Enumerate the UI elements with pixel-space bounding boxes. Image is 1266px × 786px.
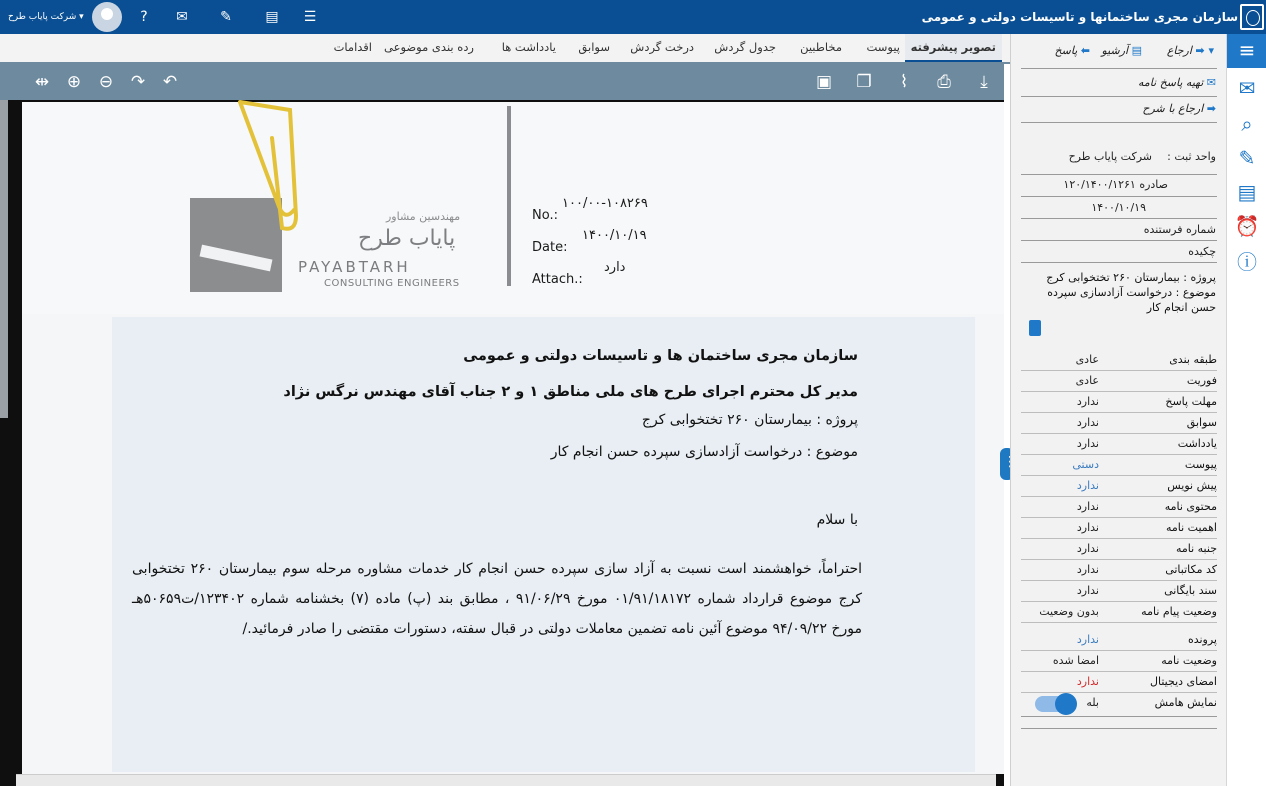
field-archive-doc: سند بایگانی ندارد — [1021, 581, 1217, 602]
recipient-org: سازمان مجری ساختمان ها و تاسیسات دولتی و عمومی — [463, 348, 858, 364]
recipient: مدیر کل محترم اجرای طرح های ملی مناطق ۱ و ۲ جناب آقای مهندس نرگس نژاد — [283, 384, 858, 400]
archive-icon: ▤ — [1131, 44, 1142, 57]
field-show-margin: نمایش هامش بله — [1086, 696, 1217, 709]
show-margin-toggle[interactable] — [1035, 696, 1075, 712]
attach-icon[interactable]: ⌇ — [899, 72, 909, 92]
letter-date: ۱۴۰۰/۱۰/۱۹ — [582, 228, 647, 243]
forward-with-note-button[interactable]: ➡ ارجاع با شرح — [1142, 102, 1216, 115]
user-name: شرکت پایاب طرح — [8, 12, 77, 22]
new-letter-icon[interactable]: ✉ — [1238, 76, 1256, 100]
scan-icon[interactable]: ▣ — [815, 72, 833, 92]
letter-body: احتراماً، خواهشمند است نسبت به آزاد سازی سپرده حسن انجام کار خدمات مشاوره مرحله سوم بیمارستان ۲۶۰ تختخوابی کرج موضوع قرارداد شماره ۰۱/۹۱/۱۸۱۷۲ مورخ ۹۱/۰۶/۲۹ ، مطابق بند (پ) ماده (۷) بخشنامه شماره ۱۲۳۴۰۲/ت۵۰۶۵۹هـ مورخ ۹۴/۰۹/۲۲ موضوع آئین نامه تضمین معاملات دولتی در قبال سفته، دستورات مقتضی را صادر فرمائید./ — [132, 561, 863, 637]
field-note: یادداشت ندارد — [1021, 434, 1217, 455]
attach-label: Attach.: — [532, 272, 583, 287]
tab-actions[interactable]: اقدامات — [333, 40, 372, 54]
field-file[interactable]: پرونده ندارد — [1021, 630, 1217, 651]
zoom-out-icon[interactable]: ⊖ — [98, 72, 114, 92]
field-urgency: فوریت عادی — [1021, 371, 1217, 392]
reply-icon: ⬅ — [1080, 44, 1090, 57]
document-viewer[interactable] — [0, 100, 1004, 786]
company-name-en: PAYABTARH — [298, 258, 411, 276]
avatar[interactable] — [92, 2, 122, 32]
issue-date: ۱۴۰۰/۱۰/۱۹ — [1091, 201, 1146, 214]
company-name-sub: مهندسین مشاور — [386, 210, 461, 223]
letter-subject: موضوع : درخواست آزادسازی سپرده حسن انجام کار — [550, 444, 858, 460]
prepare-reply-button[interactable]: ✉ تهیه پاسخ نامه — [1138, 76, 1216, 89]
reports-icon[interactable]: ▤ — [1237, 180, 1257, 204]
sender-number-label: شماره فرستنده — [1143, 223, 1216, 236]
org-logo-icon — [1240, 4, 1264, 30]
letter-page — [22, 102, 1004, 774]
tab-attachment[interactable]: پیوست — [866, 40, 900, 54]
forward-icon: ➡ — [1206, 102, 1216, 115]
info-icon[interactable]: ⓘ — [1237, 250, 1257, 274]
tab-subject-classification[interactable]: رده بندی موضوعی — [384, 40, 474, 54]
tab-flow-tree[interactable]: درخت گردش — [630, 40, 694, 54]
zoom-in-icon[interactable]: ⊕ — [66, 72, 82, 92]
rotate-right-icon[interactable]: ↷ — [130, 72, 146, 92]
print-icon[interactable]: ⎙ — [937, 72, 951, 92]
tab-flow-table[interactable]: جدول گردش — [714, 40, 776, 54]
number-label: No.: — [532, 208, 558, 223]
date-label: Date: — [532, 240, 568, 255]
mail-icon[interactable]: ✉ — [176, 9, 188, 25]
tab-notes[interactable]: یادداشت ها — [501, 40, 556, 54]
field-classification: طبقه بندی عادی — [1021, 350, 1217, 371]
tab-history[interactable]: سوابق — [578, 40, 610, 54]
download-icon[interactable]: ⤓ — [980, 72, 988, 92]
field-draft[interactable]: پیش نویس ندارد — [1021, 476, 1217, 497]
help-icon[interactable]: ? — [140, 9, 148, 25]
unit-label: واحد ثبت : — [1167, 150, 1216, 163]
chevron-down-icon: ▾ — [79, 12, 84, 22]
archive-button[interactable]: ▤ آرشیو — [1101, 44, 1142, 57]
field-importance: اهمیت نامه ندارد — [1021, 518, 1217, 539]
search-letter-icon[interactable]: ⌕ — [1241, 112, 1253, 136]
letter-number: ۱۰۰/۰۰-۱۰۸۲۶۹ — [562, 196, 648, 211]
rotate-left-icon[interactable]: ↶ — [162, 72, 178, 92]
field-attachment[interactable]: پیوست دستی — [1021, 455, 1217, 476]
image-toolbar — [0, 64, 1004, 100]
company-subtitle-en: CONSULTING ENGINEERS — [324, 278, 460, 289]
unit-value: شرکت پایاب طرح — [1068, 150, 1152, 163]
reply-letter-icon: ✉ — [1206, 76, 1216, 89]
tab-bar — [0, 34, 1010, 64]
alarm-icon[interactable]: ⏰ — [1234, 214, 1260, 238]
org-title: سازمان مجری ساختمانها و تاسیسات دولتی و عمومی — [921, 10, 1238, 24]
compose-icon[interactable]: ✎ — [220, 9, 232, 25]
abstract-label: چکیده — [1188, 245, 1216, 258]
forward-button[interactable]: ▾ ➡ ارجاع — [1166, 44, 1214, 57]
field-letter-status: وضعیت نامه امضا شده — [1021, 651, 1217, 672]
issue-number: صادره ۱۲۰/۱۴۰۰/۱۲۶۱ — [1063, 178, 1168, 191]
header-divider — [507, 106, 511, 286]
right-nav — [1226, 34, 1266, 786]
field-message-status: وضعیت پیام نامه بدون وضعیت — [1021, 602, 1217, 623]
letter-summary: پروژه : بیمارستان ۲۶۰ تختخوابی کرج موضوع : درخواست آزادسازی سپرده حسن انجام کار — [1046, 271, 1216, 314]
horizontal-scrollbar[interactable] — [16, 774, 996, 786]
inbox-icon[interactable]: ▤ — [265, 9, 279, 25]
field-digital-signature: امضای دیجیتال ندارد — [1021, 672, 1217, 693]
menu-icon[interactable]: ≡ — [1227, 34, 1266, 68]
letter-info-panel — [1010, 34, 1226, 786]
app-header — [0, 0, 1266, 34]
letter-head — [22, 102, 1004, 314]
fit-width-icon[interactable]: ⇹ — [34, 72, 50, 92]
chevron-down-icon: ▾ ➡ — [1195, 44, 1214, 57]
tab-contacts[interactable]: مخاطبین — [800, 40, 842, 54]
company-name-fa: پایاب طرح — [358, 226, 456, 251]
field-correspondence-code: کد مکاتباتی ندارد — [1021, 560, 1217, 581]
vertical-scrollbar[interactable] — [0, 100, 8, 418]
list-icon[interactable]: ☰ — [303, 9, 317, 25]
field-content: محتوی نامه ندارد — [1021, 497, 1217, 518]
letter-project: پروژه : بیمارستان ۲۶۰ تختخوابی کرج — [641, 412, 858, 428]
user-menu[interactable] — [8, 0, 84, 34]
tab-advanced-image[interactable]: تصویر پیشرفته — [905, 34, 1002, 62]
letter-greeting: با سلام — [816, 512, 858, 528]
field-aspect: جنبه نامه ندارد — [1021, 539, 1217, 560]
letter-attach: دارد — [604, 260, 626, 275]
field-history: سوابق ندارد — [1021, 413, 1217, 434]
copy-icon[interactable]: ❐ — [856, 72, 872, 92]
letter-edit-icon[interactable]: ✎ — [1238, 146, 1256, 170]
paperclip-icon — [232, 100, 302, 238]
reply-button[interactable]: ⬅ پاسخ — [1054, 44, 1090, 57]
field-reply-deadline: مهلت پاسخ ندارد — [1021, 392, 1217, 413]
document-icon[interactable] — [1029, 320, 1041, 336]
